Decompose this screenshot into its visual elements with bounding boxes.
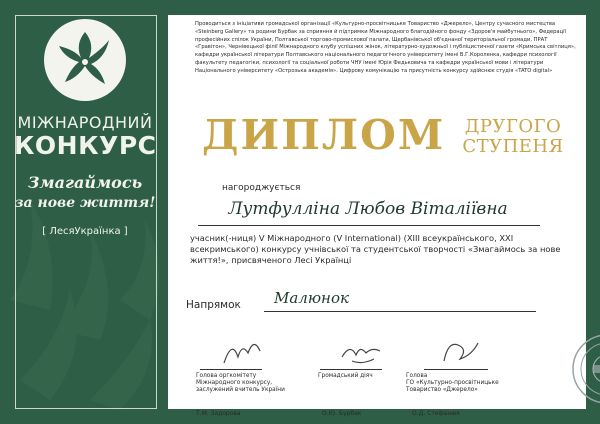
degree-line1: ДРУГОГО [464, 116, 562, 137]
signature-3-line [424, 369, 488, 370]
signature-1-line [200, 369, 262, 370]
contest-title-line1: МІЖНАРОДНИЙ [17, 113, 153, 132]
signature-1-title-line2: Міжнародного конкурсу, [196, 380, 273, 386]
organizers-intro-text: Проводиться з ініціативи громадської організації «Культурно-просвітницьке Товариство «Джерело», Центру сучасного мистецтва «Steinberg Gallery» та родини Бурбак за сприяння й підтримки Міжнародного благодійного фонду «Здоров'я майбутнього», Федерації професійних спілок України, Полтавської торгово-промислової палати, Щербанівської об'єднаної територіальної громади, ПРАТ «Гравітон», Чернівецької філії Міжнародного клубу успішних жінок, літературно-художньої і публіцистичної газети «Кримська світлиця», кафедри української літератури Полтавського національного педагогічного університету імені В.Г.Короленка, кафедри психології факультету педагогіки, психології та соціальної роботи ЧНУ імені Юрія Федьковича та кафедри української мови і літератури Національного університету «Острозька академія». Цифрову комунікацію та присутність конкурсу здійснює студія «TATO digital» [195, 21, 576, 74]
signature-1-title-line1: Голова оргкомітету [196, 373, 257, 379]
participant-description: учасник(-ниця) V Міжнародного (V International) (XIII всеукраїнського, XXI всекримського) конкурсу учнівської та студентської творчості «Змагаймось за нове життя!», присвяченого Лесі Українці [190, 233, 561, 265]
signature-3-title-line1: Голова [406, 373, 428, 379]
direction-label: Напрямок [186, 299, 241, 311]
contest-logo-icon [43, 18, 127, 102]
lesya-ukrainka-brand: [ ЛесяУкраїнка ] [42, 226, 128, 237]
signature-1-name: Т.М. Задорова [196, 410, 241, 417]
signature-2-line [320, 369, 382, 370]
degree-line2: СТУПЕНЯ [462, 136, 564, 157]
diploma-content-panel [168, 15, 586, 417]
signature-3-scribble [438, 335, 484, 369]
signature-3-title-line3: Товариство «Джерело» [406, 387, 478, 393]
signature-1-scribble [218, 333, 268, 369]
contest-title-line2: КОНКУРС [14, 131, 157, 160]
awarded-label: нагороджується [222, 183, 301, 193]
signature-2-name: О.Ю. Бурбак [322, 410, 362, 417]
signature-2-scribble [338, 337, 384, 369]
contest-motto-line2: за нове життя! [14, 195, 156, 211]
official-seal-icon [571, 333, 600, 405]
signature-3-name: О.Д. Стефанюк [412, 410, 460, 417]
recipient-name: Лутфулліна Любов Віталіївна [228, 199, 508, 219]
recipient-underline [198, 225, 540, 226]
signature-1-title-line3: заслужений вчитель України [196, 387, 285, 393]
contest-motto-line1: Змагаймось [27, 173, 143, 192]
signature-2-title-line1: Громадський діяч [318, 373, 373, 379]
direction-value: Малюнок [274, 289, 349, 307]
direction-underline [264, 311, 536, 312]
signature-3-title-line2: ГО «Культурно-просвітницьке [406, 380, 499, 386]
diploma-heading: ДИПЛОМ [202, 111, 446, 159]
